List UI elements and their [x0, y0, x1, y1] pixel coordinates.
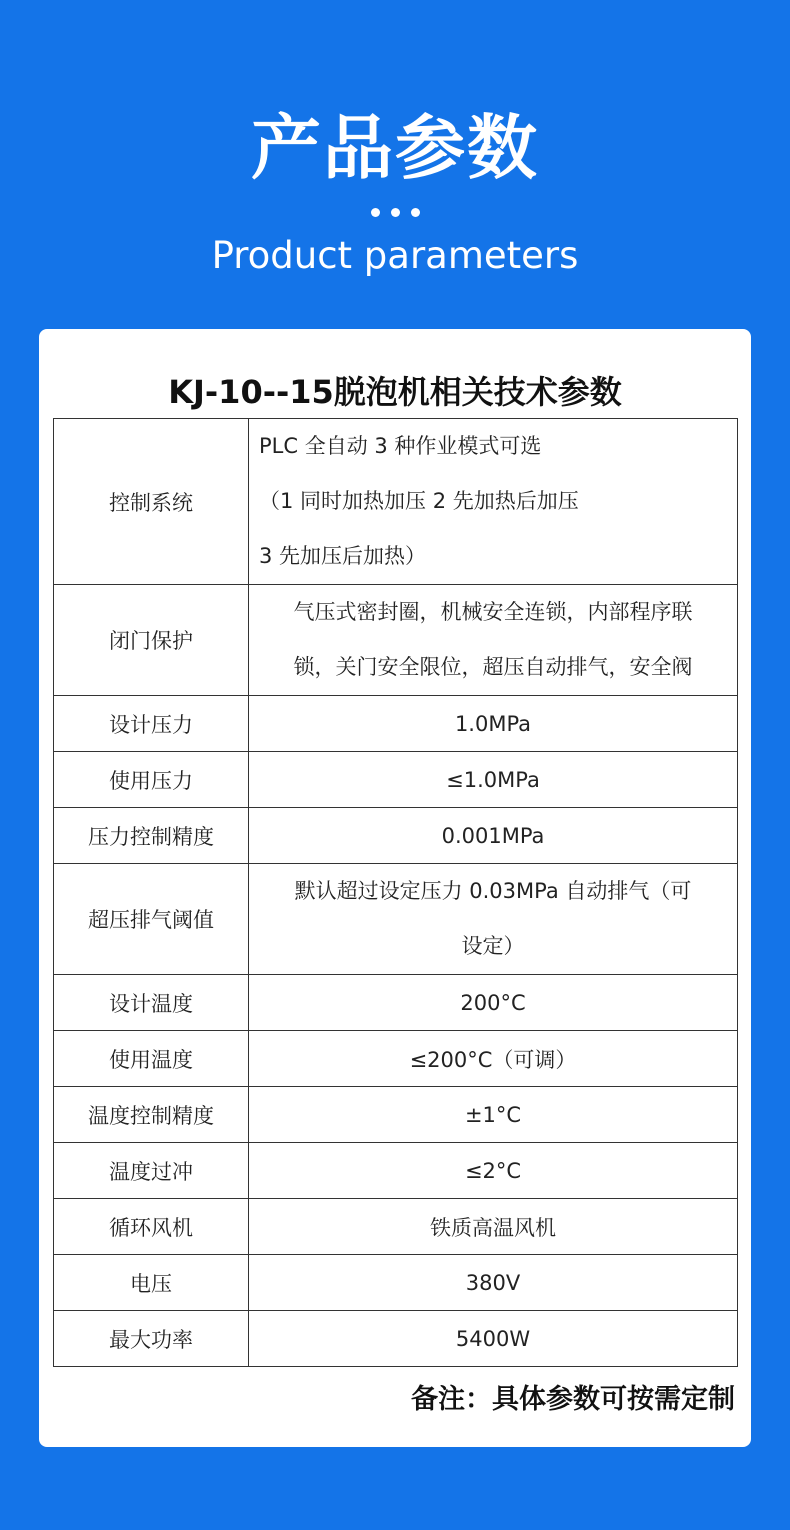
param-value: ±1°C — [249, 1087, 738, 1143]
param-label: 温度过冲 — [54, 1143, 249, 1199]
param-label: 温度控制精度 — [54, 1087, 249, 1143]
param-label: 使用温度 — [54, 1031, 249, 1087]
dot-icon — [411, 208, 420, 217]
table-row — [54, 585, 738, 696]
table-row — [54, 975, 738, 1031]
param-value: 5400W — [249, 1311, 738, 1367]
param-label: 控制系统 — [54, 419, 249, 585]
dot-icon — [371, 208, 380, 217]
param-label: 压力控制精度 — [54, 808, 249, 864]
parameter-table — [53, 418, 738, 1367]
param-label: 超压排气阈值 — [54, 864, 249, 975]
table-row — [54, 1199, 738, 1255]
decorative-dots — [0, 208, 790, 217]
table-row — [54, 1255, 738, 1311]
table-row — [54, 419, 738, 585]
table-row — [54, 1031, 738, 1087]
param-value: 1.0MPa — [249, 696, 738, 752]
table-row — [54, 696, 738, 752]
dot-icon — [391, 208, 400, 217]
table-row — [54, 864, 738, 975]
param-value: PLC 全自动 3 种作业模式可选 （1 同时加热加压 2 先加热后加压 3 先加压后加热） — [249, 419, 738, 585]
param-value: 默认超过设定压力 0.03MPa 自动排气（可 设定） — [249, 864, 738, 975]
parameter-card — [39, 329, 751, 1447]
param-label: 设计压力 — [54, 696, 249, 752]
table-row — [54, 808, 738, 864]
param-value: 0.001MPa — [249, 808, 738, 864]
param-label: 最大功率 — [54, 1311, 249, 1367]
table-row — [54, 1143, 738, 1199]
table-row — [54, 752, 738, 808]
param-value: ≤2°C — [249, 1143, 738, 1199]
param-label: 闭门保护 — [54, 585, 249, 696]
param-label: 电压 — [54, 1255, 249, 1311]
table-row — [54, 1311, 738, 1367]
param-value: 200°C — [249, 975, 738, 1031]
param-label: 循环风机 — [54, 1199, 249, 1255]
param-value: 气压式密封圈，机械安全连锁，内部程序联 锁，关门安全限位，超压自动排气，安全阀 — [249, 585, 738, 696]
param-value: ≤200°C（可调） — [249, 1031, 738, 1087]
card-title: KJ-10--15脱泡机相关技术参数 — [168, 373, 622, 411]
param-label: 使用压力 — [54, 752, 249, 808]
param-value: ≤1.0MPa — [249, 752, 738, 808]
param-value: 380V — [249, 1255, 738, 1311]
param-label: 设计温度 — [54, 975, 249, 1031]
page-subtitle: Product parameters — [211, 234, 579, 277]
table-row — [54, 1087, 738, 1143]
remarks-note: 备注：具体参数可按需定制 — [411, 1384, 735, 1415]
page-title: 产品参数 — [251, 107, 539, 189]
param-value: 铁质高温风机 — [249, 1199, 738, 1255]
